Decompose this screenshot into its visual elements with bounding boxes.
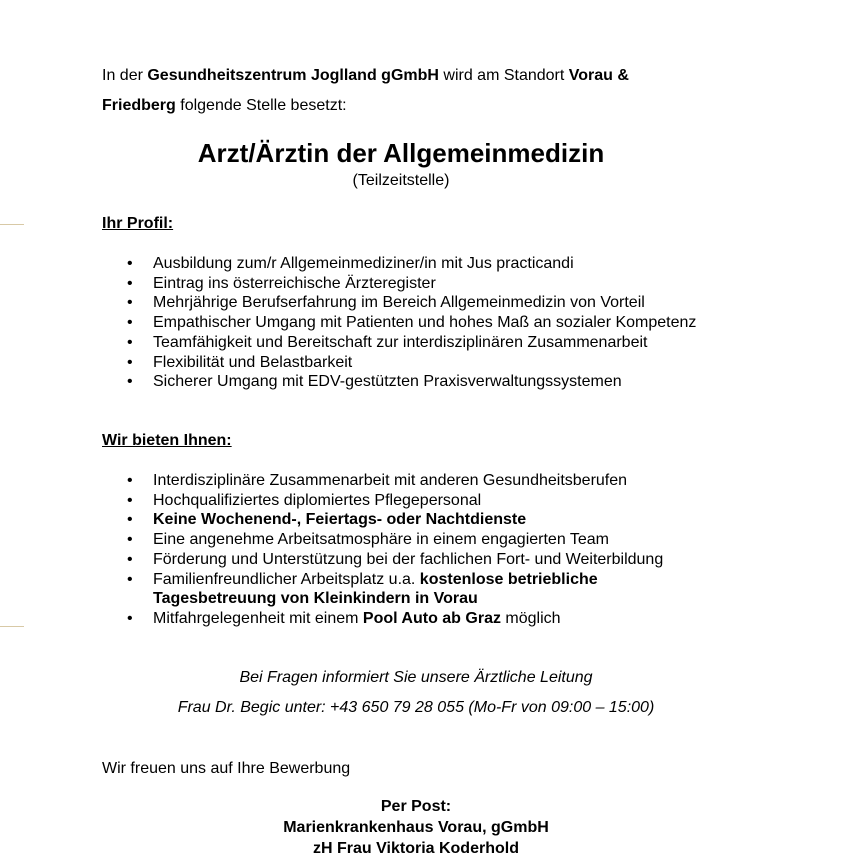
list-item: [0, 293, 723, 313]
list-item-text: Ausbildung zum/r Allgemeinmediziner/in mit Jus practicandi: [153, 255, 574, 272]
list-item-text: Interdisziplinäre Zusammenarbeit mit anderen Gesundheitsberufen: [153, 472, 628, 489]
bullet-icon: •: [127, 255, 133, 272]
list-item: [0, 333, 723, 353]
profile-list: [0, 254, 852, 392]
intro-text: folgende Stelle besetzt:: [175, 97, 347, 114]
list-item-text: Eintrag ins österreichische Ärzteregister: [153, 274, 436, 292]
post-label: Per Post:: [380, 798, 452, 815]
list-item-text: Teamfähigkeit und Bereitschaft zur interdisziplinären Zusammenarbeit: [153, 333, 648, 351]
list-item: [0, 372, 723, 392]
list-item: [0, 550, 723, 570]
post-organization: Marienkrankenhaus Vorau, gGmbH: [283, 819, 549, 836]
list-item: [0, 313, 723, 333]
bullet-icon: •: [127, 511, 133, 529]
bullet-icon: •: [127, 353, 133, 371]
job-subtitle: (Teilzeitstelle): [352, 172, 450, 189]
contact-line-1: Bei Fragen informiert Sie unsere Ärztliche Leitung: [239, 669, 593, 686]
list-item-text: Flexibilität und Belastbarkeit: [153, 353, 353, 371]
list-item: [0, 609, 723, 629]
list-item-text: möglich: [500, 609, 561, 627]
profile-heading: Ihr Profil:: [102, 215, 174, 232]
list-item-emphasis: Pool Auto ab Graz: [362, 609, 501, 627]
list-item-emphasis: kostenlose betriebliche Tagesbetreuung von Kleinkindern in Vorau: [153, 570, 598, 608]
job-title: Arzt/Ärztin der Allgemeinmedizin: [197, 138, 605, 168]
list-item-text: Mehrjährige Berufserfahrung im Bereich Allgemeinmedizin von Vorteil: [153, 294, 645, 312]
bullet-icon: •: [127, 274, 133, 292]
bullet-icon: •: [127, 531, 133, 549]
intro-text: wird am Standort: [438, 67, 569, 84]
bullet-icon: •: [127, 472, 133, 489]
list-item: [0, 491, 723, 511]
bullet-icon: •: [127, 333, 133, 351]
location-name: Vorau &: [568, 67, 629, 84]
location-name: Friedberg: [102, 97, 176, 114]
list-item-text: Hochqualifiziertes diplomiertes Pflegepersonal: [153, 491, 482, 509]
list-item: [0, 274, 723, 294]
margin-mark: [0, 224, 24, 225]
contact-line-2: Frau Dr. Begic unter: +43 650 79 28 055 (Mo-Fr von 09:00 – 15:00): [177, 699, 655, 716]
bullet-icon: •: [127, 570, 133, 588]
bullet-icon: •: [127, 491, 133, 509]
intro-line-1: [102, 67, 742, 85]
list-item: [0, 471, 723, 491]
bullet-icon: •: [127, 314, 133, 332]
intro-text: In der: [102, 67, 148, 84]
bullet-icon: •: [127, 550, 133, 568]
list-item-text: Förderung und Unterstützung bei der fachlichen Fort- und Weiterbildung: [153, 550, 664, 568]
post-attention: zH Frau Viktoria Koderhold: [313, 840, 519, 857]
offer-heading: Wir bieten Ihnen:: [102, 432, 232, 449]
intro-line-2: [102, 97, 742, 115]
closing-text: Wir freuen uns auf Ihre Bewerbung: [102, 760, 351, 777]
list-item: [0, 570, 723, 609]
bullet-icon: •: [127, 609, 133, 627]
list-item-text: Empathischer Umgang mit Patienten und hohes Maß an sozialer Kompetenz: [153, 314, 697, 332]
list-item-text: Sicherer Umgang mit EDV-gestützten Praxisverwaltungssystemen: [153, 373, 622, 391]
organization-name: Gesundheitszentrum Joglland gGmbH: [147, 67, 439, 84]
offer-list: [0, 471, 852, 629]
bullet-icon: •: [127, 373, 133, 391]
list-item-text: Mitfahrgelegenheit mit einem: [153, 609, 363, 627]
list-item: [0, 353, 723, 373]
bullet-icon: •: [127, 294, 133, 312]
list-item: [0, 530, 723, 550]
list-item: [0, 254, 723, 274]
list-item-text: Eine angenehme Arbeitsatmosphäre in einem engagierten Team: [153, 531, 609, 549]
list-item-text: Keine Wochenend-, Feiertags- oder Nachtdienste: [153, 511, 527, 529]
list-item: [0, 510, 723, 530]
list-item-text: Familienfreundlicher Arbeitsplatz u.a.: [153, 570, 420, 588]
